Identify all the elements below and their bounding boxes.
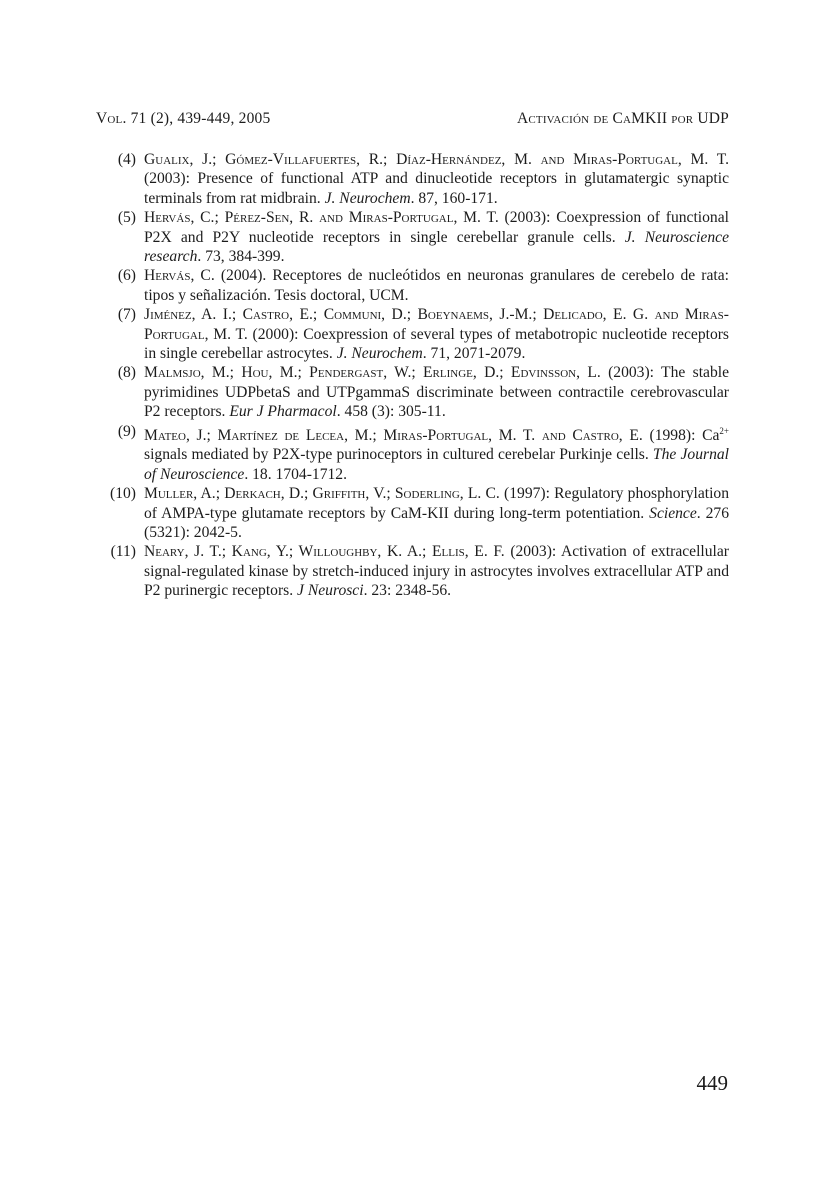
reference-number: (5) [117,209,136,227]
reference-journal: The Journal of Neuroscience [144,446,729,483]
reference-authors: Hervás, C.; Pérez-Sen, R. and Miras-Portugal, M. T. [144,209,499,227]
reference-item [96,542,729,600]
reference-text: (2000): Coexpression of several types of metabotropic nucleotide receptors in single cerebellar astrocytes. [144,325,730,363]
reference-authors: Gualix, J.; Gómez-Villafuertes, R.; Díaz-Hernández, M. and Miras-Portugal, M. T. [144,151,729,168]
reference-number: (4) [117,151,136,168]
reference-authors: Mateo, J.; Martínez de Lecea, M.; Miras-Portugal, M. T. and Castro, E. [144,426,643,444]
reference-tail: . 87, 160-171. [410,189,498,207]
reference-item [96,150,729,208]
reference-item [96,208,729,266]
reference-text: (2004). Receptores de nucleótidos en neuronas granulares de cerebelo de rata: tipos y señalización. Tesis doctoral, UCM. [144,267,729,304]
reference-number: (6) [117,267,136,285]
reference-text: (2003): Presence of functional ATP and dinucleotide receptors in glutamatergic synaptic terminals from rat midbrain. [144,170,729,207]
running-head-title: Activación de CaMKII por UDP [516,110,729,127]
reference-list [96,150,729,601]
reference-number: (10) [110,485,136,503]
reference-text: (1997): Regulatory phosphorylation of AMPA-type glutamate receptors by CaM-KII during long-term potentiation. [144,485,730,522]
reference-number: (7) [117,306,136,324]
page-number: 449 [696,1071,728,1095]
reference-journal: J. Neuroscience research [144,228,729,266]
reference-journal: J. Neurochem [324,189,411,207]
reference-authors: Jiménez, A. I.; Castro, E.; Communi, D.; Boeynaems, J.-M.; Delicado, E. G. and Miras-Portugal, M. T. [144,306,729,343]
reference-item [96,363,729,421]
superscript-charge: 2+ [719,425,729,436]
reference-journal: J Neurosci [297,582,364,600]
reference-tail: . 73, 384-399. [197,248,285,266]
reference-item [96,305,729,363]
reference-tail: . 458 (3): 305-11. [336,403,446,421]
reference-item [96,484,729,542]
reference-text: signals mediated by P2X-type purinoceptors in cultured cerebelar Purkinje cells. [144,446,653,464]
reference-journal: Eur J Pharmacol [229,403,337,421]
reference-text-pre: (1998): Ca [642,426,720,444]
reference-number: (11) [110,543,136,561]
reference-tail: . 23: 2348-56. [363,582,452,600]
reference-journal: Science [649,504,697,522]
reference-item [96,422,729,484]
running-head [96,110,729,132]
reference-authors: Neary, J. T.; Kang, Y.; Willoughby, K. A.; Ellis, E. F. [144,543,505,561]
reference-item [96,266,729,305]
reference-authors: Malmsjo, M.; Hou, M.; Pendergast, W.; Erlinge, D.; Edvinsson, L. [144,364,601,382]
reference-text: (2003): Coexpression of functional P2X and P2Y nucleotide receptors in single cerebellar granule cells. [144,209,729,246]
reference-text: (2003): Activation of extracellular signal-regulated kinase by stretch-induced injury in astrocytes involves extracellular ATP and P2 purinergic receptors. [144,543,729,600]
reference-tail: . 71, 2071-2079. [422,345,526,363]
reference-authors: Hervás, C. [144,267,215,285]
reference-text: (2003): The stable pyrimidines UDPbetaS and UTPgammaS discriminate between contractile cerebrovascular P2 receptors. [144,364,730,421]
reference-tail: . 276 (5321): 2042-5. [144,504,729,541]
running-head-volume: Vol. 71 (2), 439-449, 2005 [96,110,271,127]
reference-number: (8) [117,364,136,382]
reference-authors: Muller, A.; Derkach, D.; Griffith, V.; Soderling, L. C. [144,485,500,503]
reference-journal: J. Neurochem [336,345,423,363]
reference-number: (9) [117,422,136,440]
reference-tail: . 18. 1704-1712. [244,465,347,483]
